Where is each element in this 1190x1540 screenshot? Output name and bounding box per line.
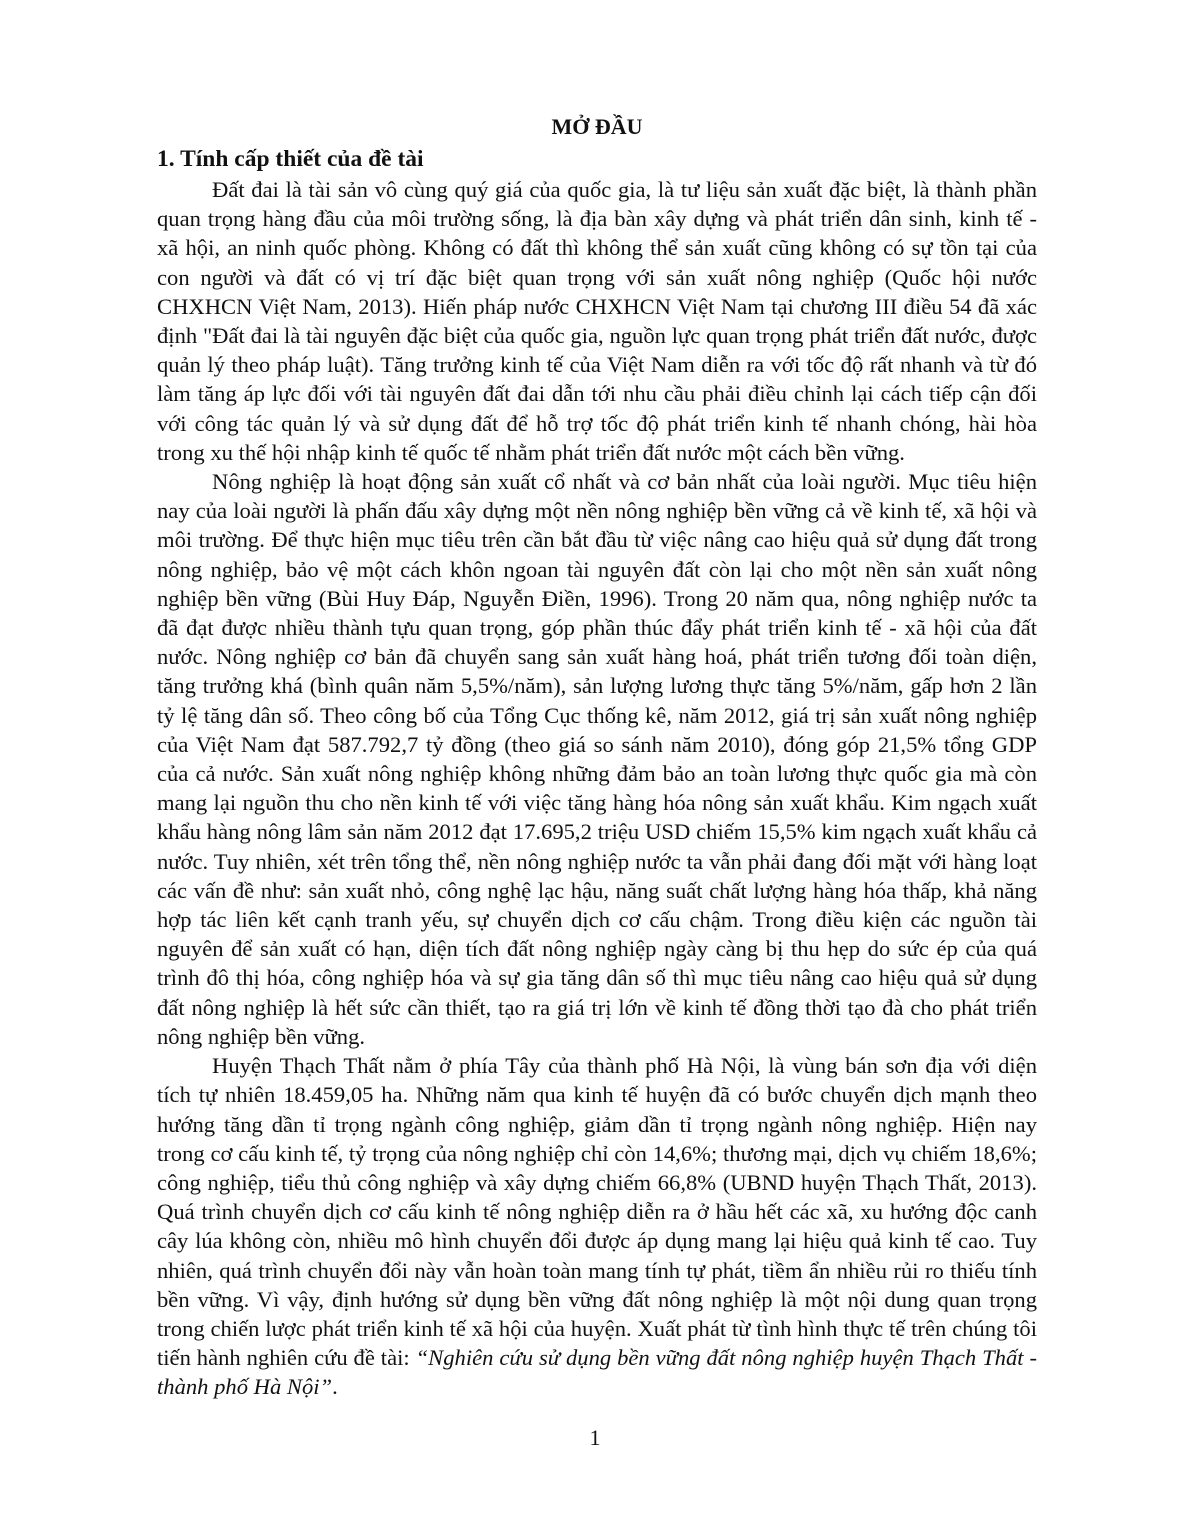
page-number: 1 bbox=[589, 1425, 601, 1450]
page-title: MỞ ĐẦU bbox=[551, 114, 643, 139]
paragraph-1: Đất đai là tài sản vô cùng quý giá của quốc gia, là tư liệu sản xuất đặc biệt, là thành phần quan trọng hàng đầu của môi trường sống, là địa bàn xây dựng và phát triển dân sinh, kinh tế - xã hội, an ninh quốc phòng. Không có đất thì không thể sản xuất cũng không có sự tồn tại của con người và đất có vị trí đặc biệt quan trọng với sản xuất nông nghiệp (Quốc hội nước CHXHCN Việt Nam, 2013). Hiến pháp nước CHXHCN Việt Nam tại chương III điều 54 đã xác định "Đất đai là tài nguyên đặc biệt của quốc gia, nguồn lực quan trọng phát triển đất nước, được quản lý theo pháp luật). Tăng trưởng kinh tế của Việt Nam diễn ra với tốc độ rất nhanh và từ đó làm tăng áp lực đối với tài nguyên đất đai dẫn tới nhu cầu phải điều chỉnh lại cách tiếp cận đối với công tác quản lý và sử dụng đất để hỗ trợ tốc độ phát triển kinh tế nhanh chóng, hài hòa trong xu thế hội nhập kinh tế quốc tế nhằm phát triển đất nước một cách bền vững. bbox=[157, 177, 1037, 465]
paragraph-3-text: Huyện Thạch Thất nằm ở phía Tây của thành phố Hà Nội, là vùng bán sơn địa với diện tích tự nhiên 18.459,05 ha. Những năm qua kinh tế huyện đã có bước chuyển dịch mạnh theo hướng tăng dần tỉ trọng ngành công nghiệp, giảm dần tỉ trọng ngành nông nghiệp. Hiện nay trong cơ cấu kinh tế, tỷ trọng của nông nghiệp chỉ còn 14,6%; thương mại, dịch vụ chiếm 18,6%; công nghiệp, tiểu thủ công nghiệp và xây dựng chiếm 66,8% (UBND huyện Thạch Thất, 2013). Quá trình chuyển dịch cơ cấu kinh tế nông nghiệp diễn ra ở hầu hết các xã, xu hướng độc canh cây lúa không còn, nhiều mô hình chuyển đổi được áp dụng mang lại hiệu quả kinh tế cao. Tuy nhiên, quá trình chuyển đổi này vẫn hoàn toàn mang tính tự phát, tiềm ẩn nhiều rủi ro thiếu tính bền vững. Vì vậy, định hướng sử dụng bền vững đất nông nghiệp là một nội dung quan trọng trong chiến lược phát triển kinh tế xã hội của huyện. Xuất phát từ tình hình thực tế trên chúng tôi tiến hành nghiên cứu đề tài: bbox=[157, 1053, 1037, 1371]
paragraph-3 bbox=[157, 1051, 1037, 1401]
paragraph-2: Nông nghiệp là hoạt động sản xuất cổ nhất và cơ bản nhất của loài người. Mục tiêu hiện nay của loài người là phấn đấu xây dựng một nền nông nghiệp bền vững cả về kinh tế, xã hội và môi trường. Để thực hiện mục tiêu trên cần bắt đầu từ việc nâng cao hiệu quả sử dụng đất trong nông nghiệp, bảo vệ một cách khôn ngoan tài nguyên đất còn lại cho một nền sản xuất nông nghiệp bền vững (Bùi Huy Đáp, Nguyễn Điền, 1996). Trong 20 năm qua, nông nghiệp nước ta đã đạt được nhiều thành tựu quan trọng, góp phần thúc đẩy phát triển kinh tế - xã hội của đất nước. Nông nghiệp cơ bản đã chuyển sang sản xuất hàng hoá, phát triển tương đối toàn diện, tăng trưởng khá (bình quân năm 5,5%/năm), sản lượng lương thực tăng 5%/năm, gấp hơn 2 lần tỷ lệ tăng dân số. Theo công bố của Tổng Cục thống kê, năm 2012, giá trị sản xuất nông nghiệp của Việt Nam đạt 587.792,7 tỷ đồng (theo giá so sánh năm 2010), đóng góp 21,5% tổng GDP của cả nước. Sản xuất nông nghiệp không những đảm bảo an toàn lương thực quốc gia mà còn mang lại nguồn thu cho nền kinh tế với việc tăng hàng hóa nông sản xuất khẩu. Kim ngạch xuất khẩu hàng nông lâm sản năm 2012 đạt 17.695,2 triệu USD chiếm 15,5% kim ngạch xuất khẩu cả nước. Tuy nhiên, xét trên tổng thể, nền nông nghiệp nước ta vẫn phải đang đối mặt với hàng loạt các vấn đề như: sản xuất nhỏ, công nghệ lạc hậu, năng suất chất lượng hàng hóa thấp, khả năng hợp tác liên kết cạnh tranh yếu, sự chuyển dịch cơ cấu chậm. Trong điều kiện các nguồn tài nguyên để sản xuất có hạn, diện tích đất nông nghiệp ngày càng bị thu hẹp do sức ép của quá trình đô thị hóa, công nghiệp hóa và sự gia tăng dân số thì mục tiêu nâng cao hiệu quả sử dụng đất nông nghiệp là hết sức cần thiết, tạo ra giá trị lớn về kinh tế đồng thời tạo đà cho phát triển nông nghiệp bền vững. bbox=[157, 469, 1037, 1049]
paragraph-3-end: . bbox=[332, 1374, 338, 1400]
document-page bbox=[157, 112, 1037, 1402]
section-heading: 1. Tính cấp thiết của đề tài bbox=[157, 146, 424, 172]
research-topic-title: “Nghiên cứu sử dụng bền vững đất nông nghiệp huyện Thạch Thất - thành phố Hà Nội” bbox=[157, 1345, 1037, 1400]
